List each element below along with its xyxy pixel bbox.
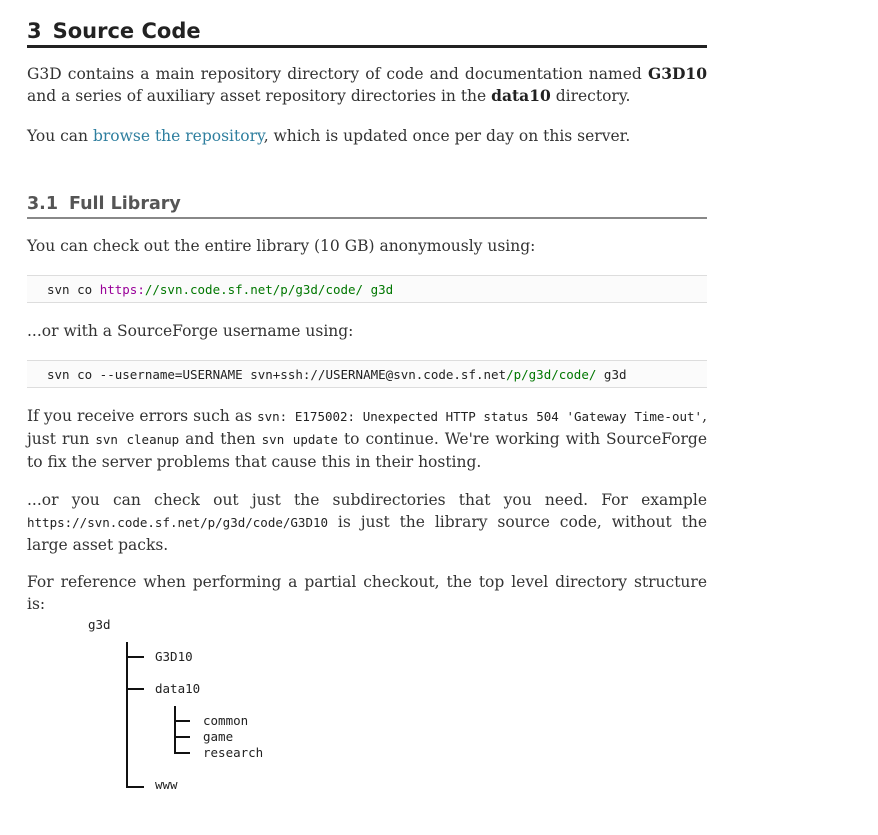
code-token: g3d — [363, 282, 394, 297]
text-run: , which is updated once per day on this server. — [263, 127, 631, 145]
text-run: directory. — [550, 87, 631, 105]
tree-branch-line — [174, 736, 190, 738]
text-run: G3D contains a main repository directory of code and documentation named — [27, 65, 648, 83]
intro-paragraph — [27, 63, 707, 107]
code-token: g3d — [596, 367, 627, 382]
repo-name-bold: G3D10 — [647, 64, 707, 83]
text-run: If you receive errors such as — [27, 407, 258, 425]
subsection-number: 3.1 — [27, 194, 59, 214]
section-heading — [27, 18, 707, 48]
tree-subtrunk-line — [174, 706, 176, 754]
text-run: is just the library source code, without the large asset packs. — [27, 513, 707, 554]
tree-branch-line — [126, 786, 144, 788]
inline-code: svn: E175002: Unexpected HTTP status 504 'Gateway Time-out' — [257, 409, 703, 424]
tree-item-g3d10: G3D10 — [155, 649, 193, 664]
directory-tree — [88, 612, 388, 802]
browse-paragraph — [27, 125, 707, 147]
text-run: ...or you can check out just the subdirectories that you need. For example — [27, 491, 707, 509]
text-run: , just run — [27, 407, 707, 448]
text-run: to continue. We're working with SourceForge to fix the server problems that cause this in their hosting. — [27, 430, 707, 471]
tree-item-data10: data10 — [155, 681, 201, 696]
text-run: and a series of auxiliary asset repository directories in the — [27, 87, 492, 105]
code-token: //USERNAME@svn.code.sf.net — [310, 367, 507, 382]
code-token: https: — [99, 282, 145, 297]
section-number: 3 — [27, 19, 42, 43]
reference-paragraph: For reference when performing a partial checkout, the top level directory structure is: — [27, 573, 707, 613]
code-token: svn co --username=USERNAME svn+ssh: — [47, 367, 311, 382]
tree-branch-line — [126, 688, 144, 690]
section-title: Source Code — [52, 19, 201, 43]
text-run: and then — [179, 430, 262, 448]
subsection-title: Full Library — [69, 194, 181, 214]
code-token: //svn.code.sf.net/p/g3d/code/ — [144, 282, 364, 297]
subdirs-paragraph — [27, 489, 707, 556]
text-run: You can — [27, 127, 93, 145]
tree-branch-line — [174, 752, 190, 754]
tree-branch-line — [126, 656, 144, 658]
tree-item-www: www — [155, 777, 178, 792]
inline-code: svn cleanup — [95, 432, 180, 447]
username-paragraph: ...or with a SourceForge username using: — [27, 322, 354, 340]
data-dir-bold: data10 — [491, 86, 551, 105]
code-token: /p/g3d/code/ — [506, 367, 597, 382]
tree-item-common: common — [203, 713, 249, 728]
code-block-username — [27, 360, 707, 388]
inline-code: svn update — [261, 432, 338, 447]
checkout-paragraph: You can check out the entire library (10 GB) anonymously using: — [27, 237, 536, 255]
inline-code-url: https://svn.code.sf.net/p/g3d/code/G3D10 — [27, 515, 329, 530]
tree-root: g3d — [88, 617, 111, 632]
code-block-anonymous — [27, 275, 707, 303]
browse-repository-link[interactable]: browse the repository — [92, 127, 264, 145]
tree-trunk-line — [126, 642, 128, 788]
tree-item-game: game — [203, 729, 234, 744]
tree-item-research: research — [203, 745, 264, 760]
tree-branch-line — [174, 720, 190, 722]
subsection-heading — [27, 193, 707, 219]
code-token: svn co — [47, 282, 100, 297]
errors-paragraph — [27, 405, 707, 473]
